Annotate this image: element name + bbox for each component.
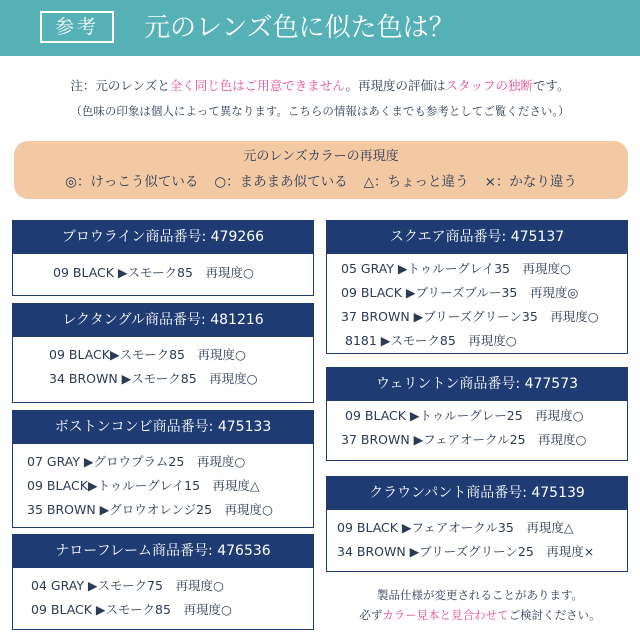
lens-row: 09 BLACK ▶トゥルーグレー25 再現度○ [345,408,584,423]
product-card-wellington [326,367,628,461]
lens-row: 8181 ▶スモーク85 再現度○ [345,333,517,348]
disclaimer-highlight-2: スタッフの独断 [445,78,534,93]
legend-item: ○：まあまあ似ている [214,174,348,190]
lens-row: 34 BROWN ▶スモーク85 再現度○ [49,371,258,386]
lens-row: 35 BROWN ▶グロウオレンジ25 再現度○ [27,502,273,517]
check-swatch-highlight: カラー見本と見合わせて [382,608,509,622]
disclaimer-line [0,77,640,95]
legend-item: ◎：けっこう似ている [65,174,199,190]
lens-row: 07 GRAY ▶グロウプラム25 再現度○ [27,454,246,469]
lens-row: 04 GRAY ▶スモーク75 再現度○ [31,578,224,593]
lens-row: 09 BLACK ▶スモーク85 再現度○ [53,265,254,280]
lens-row: 37 BROWN ▶フェアオークル25 再現度○ [341,432,587,447]
page-title: 元のレンズ色に似た色は？ [144,13,455,43]
product-card-rectangle [12,303,314,403]
lens-row: 09 BLACK ▶スモーク85 再現度○ [31,602,232,617]
legend-item: ×：かなり違う [484,174,577,190]
disclaimer-subnote: （色味の印象は個人によって異なります。こちらの情報はあくまでも参考としてご覧ください。） [70,104,570,118]
product-card-square [326,220,628,354]
disclaimer-text-1: 注：元のレンズと [70,78,170,93]
spec-change-note: 製品仕様が変更されることがあります。 [376,588,584,602]
rating-legend [14,141,628,199]
header-banner [0,0,640,56]
lens-row: 09 BLACK ▶フェアオークル35 再現度△ [337,520,574,535]
lens-row: 09 BLACK▶スモーク85 再現度○ [49,347,246,362]
check-swatch-note [330,606,630,624]
card-title: ブロウライン商品番号: 479266 [13,221,313,254]
check-swatch-text-1: 必ず [359,608,383,622]
lens-row: 05 GRAY ▶トゥルーグレイ35 再現度○ [341,261,571,276]
disclaimer-highlight-1: 全く同じ色はご用意できません [169,78,346,93]
legend-items [14,172,628,192]
lens-row: 37 BROWN ▶ブリーズグリーン35 再現度○ [341,309,599,324]
check-swatch-text-2: ご検討ください。 [508,608,601,622]
legend-item: △：ちょっと違う [363,174,469,190]
lens-row: 09 BLACK▶トゥルーグレイ15 再現度△ [27,478,260,493]
disclaimer-text-3: です。 [533,78,570,93]
lens-row: 09 BLACK ▶ブリーズブルー35 再現度◎ [341,285,579,300]
product-card-narrow-frame [12,534,314,630]
card-title: クラウンパント商品番号: 475139 [327,477,627,510]
product-card-crown-panto [326,476,628,572]
card-title: レクタングル商品番号: 481216 [13,304,313,337]
card-title: ウェリントン商品番号: 477573 [327,368,627,401]
lens-row: 34 BROWN ▶ブリーズグリーン25 再現度× [337,544,595,559]
card-title: ボストンコンビ商品番号: 475133 [13,411,313,444]
reference-badge: 参考 [40,11,114,43]
product-card-boston-combi [12,410,314,528]
product-card-browline [12,220,314,296]
card-title: スクエア商品番号: 475137 [327,221,627,254]
legend-title: 元のレンズカラーの再現度 [243,149,399,164]
disclaimer-text-2: 。再現度の評価は [345,78,446,93]
card-title: ナローフレーム商品番号: 476536 [13,535,313,568]
